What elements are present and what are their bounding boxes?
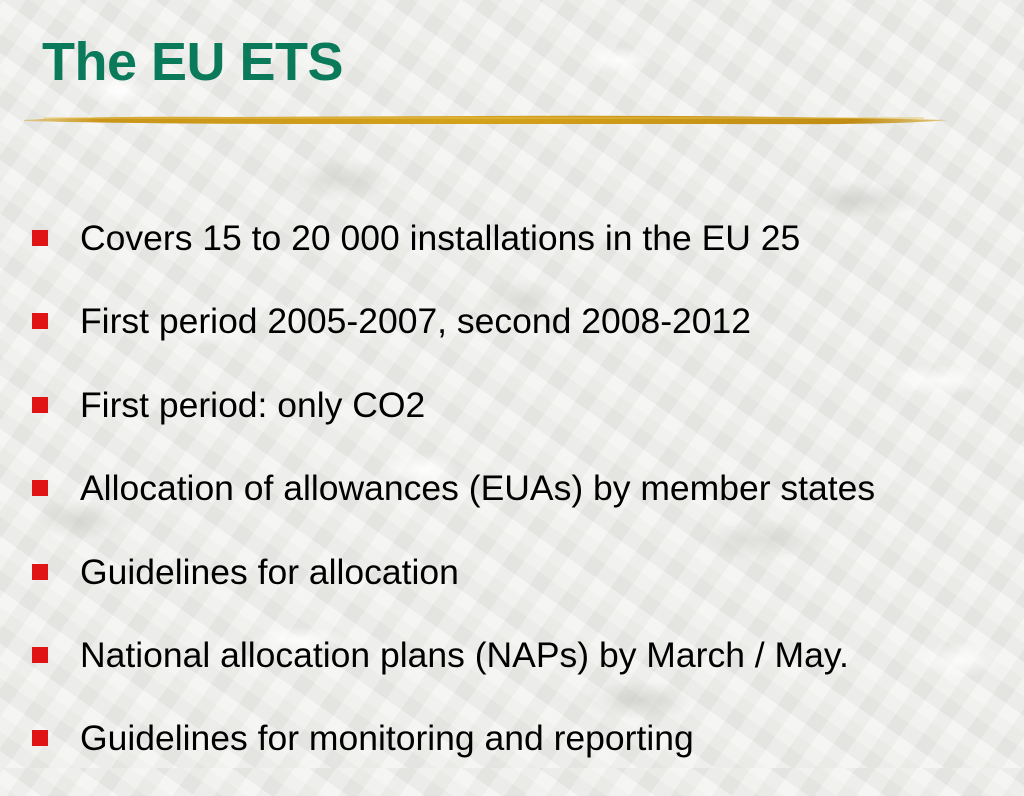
bullet-text: National allocation plans (NAPs) by March / May. — [80, 634, 849, 675]
bullet-text: First period: only CO2 — [80, 384, 426, 425]
list-item — [28, 712, 875, 764]
list-item — [28, 629, 875, 681]
list-item — [28, 212, 875, 264]
list-item — [28, 379, 875, 431]
slide-title: The EU ETS — [42, 32, 344, 92]
square-bullet-icon — [32, 313, 48, 329]
bullet-text: Covers 15 to 20 000 installations in the EU 25 — [80, 218, 801, 258]
square-bullet-icon — [32, 480, 48, 496]
bullet-list — [28, 212, 875, 796]
square-bullet-icon — [32, 730, 48, 746]
list-item — [28, 295, 875, 347]
bullet-text: Guidelines for monitoring and reporting — [80, 718, 694, 759]
bullet-text: Allocation of allowances (EUAs) by member states — [80, 468, 876, 509]
square-bullet-icon — [32, 647, 48, 663]
bullet-text: Guidelines for allocation — [80, 551, 459, 592]
square-bullet-icon — [32, 397, 48, 413]
list-item — [28, 462, 875, 514]
square-bullet-icon — [32, 230, 48, 246]
square-bullet-icon — [32, 564, 48, 580]
list-item — [28, 546, 875, 598]
title-underline-rule — [24, 112, 948, 126]
bullet-text: First period 2005-2007, second 2008-2012 — [80, 301, 752, 342]
